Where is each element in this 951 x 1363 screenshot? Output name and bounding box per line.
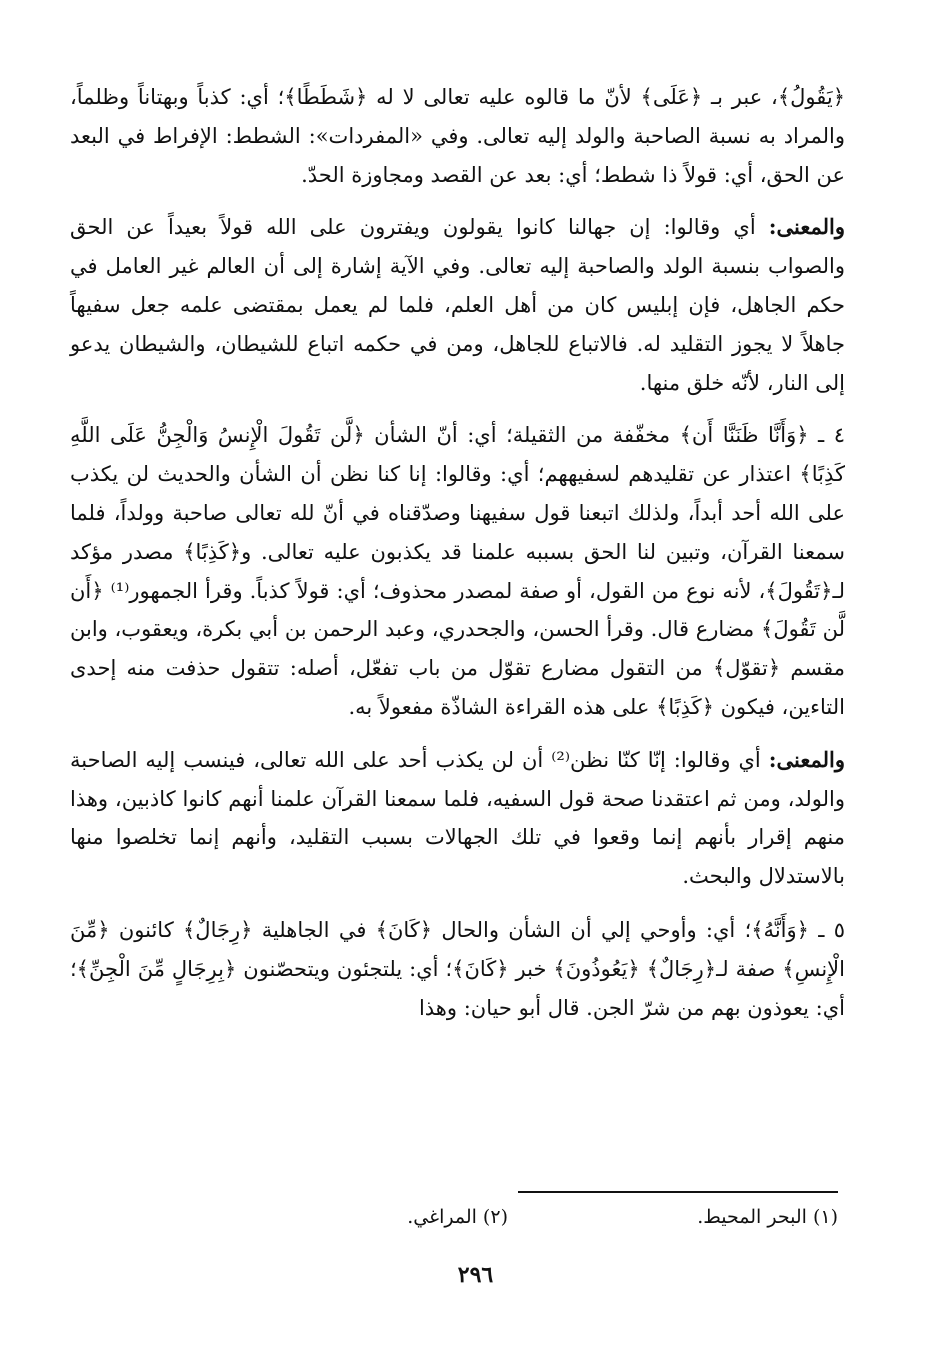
paragraph-4 — [70, 741, 845, 896]
page-body — [70, 78, 845, 1027]
paragraph-4-lead: والمعنى: — [768, 746, 845, 772]
paragraph-2 — [70, 208, 845, 402]
paragraph-1-text: ﴿يَقُولُ﴾، عبر بـ ﴿عَلَى﴾ لأنّ ما قالوه عليه تعالى لا له ﴿شَطَطًا﴾؛ أي: كذباً وبهتاناً وظلماً، والمراد به نسبة الصاحبة والولد إليه تعالى. وفي «المفردات»: الشطط: الإفراط في البعد عن الحق، أي: قولاً ذا شطط؛ أي: بعد عن القصد ومجاوزة الحدّ. — [70, 85, 845, 187]
page-number: ٢٩٦ — [457, 1262, 494, 1288]
paragraph-3 — [70, 416, 845, 726]
paragraph-5-text: ٥ ـ ﴿وَأَنَّهُ﴾؛ أي: وأوحي إلي أن الشأن والحال ﴿كَانَ﴾ في الجاهلية ﴿رِجَالٌ﴾ كائنون ﴿مِّنَ الْإِنسِ﴾ صفة لـ﴿رِجَالٌ﴾ ﴿يَعُوذُونَ﴾ خبر ﴿كَانَ﴾؛ أي: يلتجئون ويتحصّنون ﴿بِرِجَالٍ مِّنَ الْجِنِّ﴾؛ أي: يعوذون بهم من شرّ الجن. قال أبو حيان: وهذا — [70, 917, 845, 1020]
footnote-separator — [518, 1191, 838, 1193]
footnotes — [70, 1206, 838, 1228]
footnote-1: (١) البحر المحيط. — [697, 1206, 838, 1228]
paragraph-1 — [70, 78, 845, 194]
paragraph-2-lead: والمعنى: — [768, 214, 845, 240]
footnote-2: (٢) المراغي. — [407, 1206, 508, 1228]
paragraph-4-text: أي وقالوا: إنّا كنّا نظن⁽²⁾ أن لن يكذب أحد على الله تعالى، فينسب إليه الصاحبة والولد، ومن ثم اعتقدنا صحة قول السفيه، فلما سمعنا القرآن علمنا أنهم كانوا كاذبين، وهذا منهم إقرار بأنهم إنما وقعوا في تلك الجهالات بسبب التقليد، وأنهم إنما تخلصوا منها بالاستدلال والبحث. — [70, 747, 845, 889]
paragraph-5 — [70, 911, 845, 1027]
paragraph-2-text: أي وقالوا: إن جهالنا كانوا يقولون ويفترون على الله قولاً بعيداً عن الحق والصواب بنسبة الولد والصاحبة إليه تعالى. وفي الآية إشارة إلى أن العالم غير العامل في حكم الجاهل، فإن إبليس كان من أهل العلم، فلما لم يعمل بمقتضى علمه جعل سفيهاً جاهلاً لا يجوز التقليد له. فالاتباع للجاهل، ومن في حكمه اتباع للشيطان، والشيطان يدعو إلى النار، لأنّه خلق منها. — [70, 215, 845, 395]
paragraph-3-text: ٤ ـ ﴿وَأَنَّا ظَنَنَّا أَن﴾ مخفّفة من الثقيلة؛ أي: أنّ الشأن ﴿لَّن تَقُولَ الْإِنسُ وَالْجِنُّ عَلَى اللَّهِ كَذِبًا﴾ اعتذار عن تقليدهم لسفيههم؛ أي: وقالوا: إنا كنا نظن أن الشأن والحديث لن يكذب على الله أحد أبداً، ولذلك اتبعنا قول سفيهنا وصدّقناه في أنّ لله تعالى صاحبة وولداً، فلما سمعنا القرآن، وتبين لنا الحق بسببه علمنا قد يكذبون عليه تعالى. و﴿كَذِبًا﴾ مصدر مؤكد لـ﴿تَقُولَ﴾، لأنه نوع من القول، أو صفة لمصدر محذوف؛ أي: قولاً كذباً. وقرأ الجمهور⁽¹⁾ ﴿أَن لَّن تَقُولَ﴾ مضارع قال. وقرأ الحسن، والجحدري، وعبد الرحمن بن أبي بكرة، ويعقوب، وابن مقسم ﴿تقوّل﴾ من التقول مضارع تقوّل من باب تفعّل، أصله: تتقول حذفت منه إحدى التاءين، فيكون ﴿كَذِبًا﴾ على هذه القراءة الشاذّة مفعولاً به. — [70, 423, 845, 719]
